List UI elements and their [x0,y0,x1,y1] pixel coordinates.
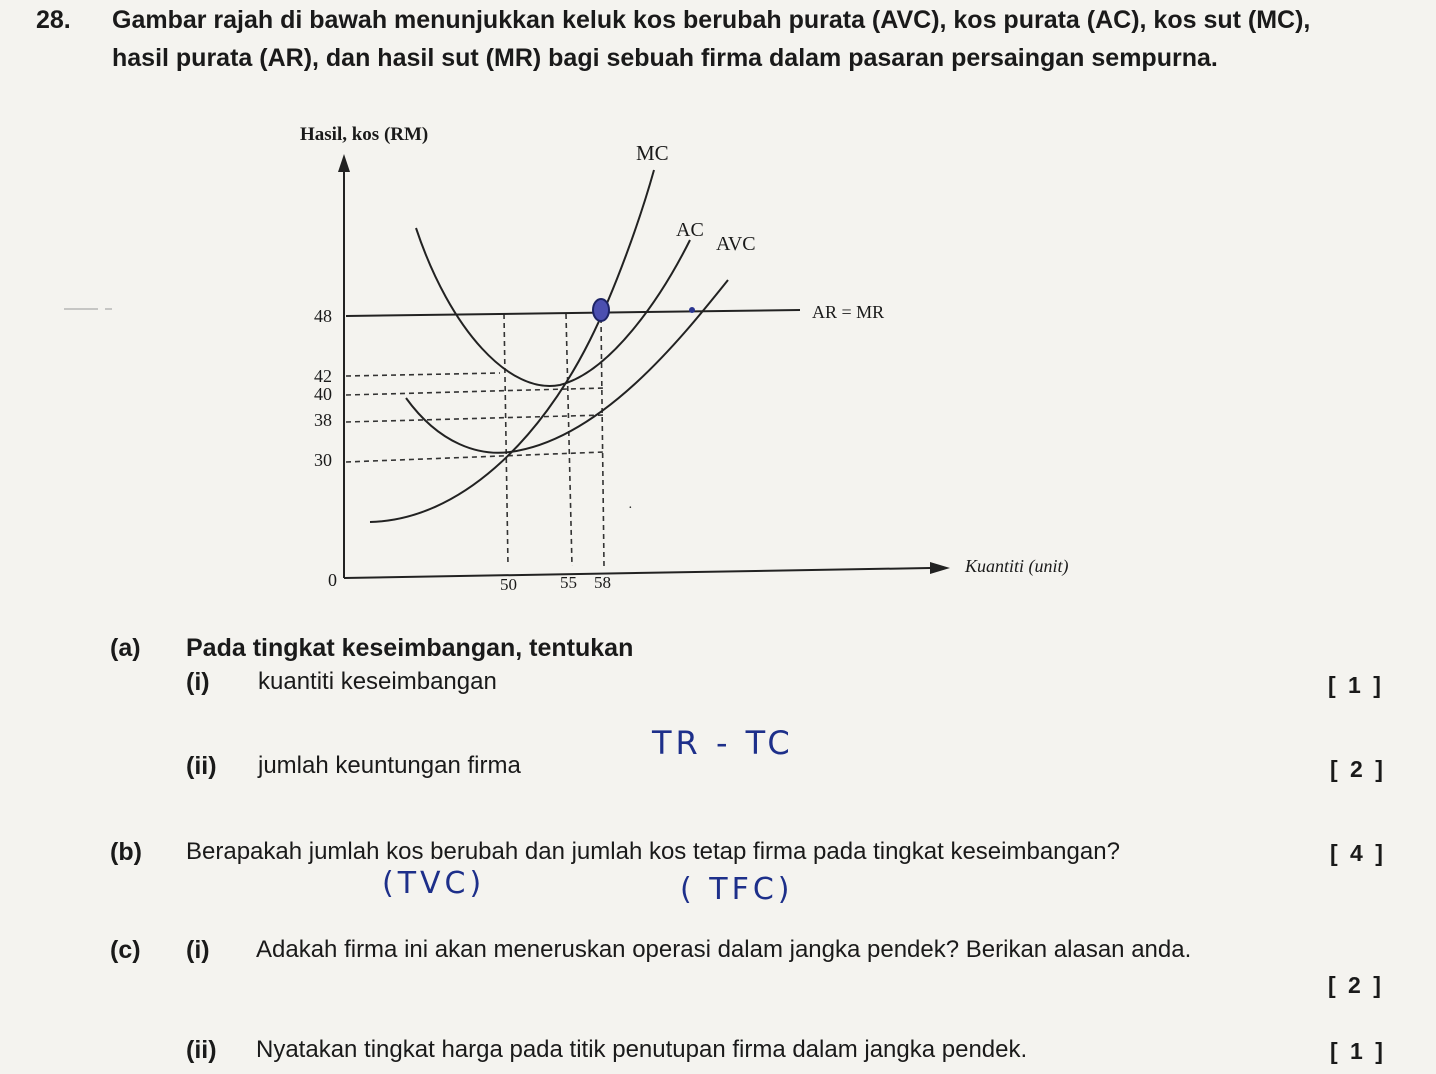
part-c-i-marks: [ 2 ] [1328,972,1384,998]
x-axis-arrow [930,562,950,574]
part-c-i-text: Adakah firma ini akan meneruskan operasi dalam jangka pendek? Berikan alasan anda. [256,936,1192,963]
scan-dot: · [628,501,633,516]
part-b-marks: [ 4 ] [1330,840,1386,866]
y-tick-48: 48 [314,306,332,326]
part-c-ii-text: Nyatakan tingkat harga pada titik penutupan firma dalam jangka pendek. [256,1036,1028,1063]
x-axis [344,568,930,578]
part-c-i-label: (i) [186,936,210,964]
guide-30 [346,452,604,462]
ac-ar-marker [689,307,695,313]
part-a-i-text: kuantiti keseimbangan [258,668,497,695]
y-axis-label: Hasil, kos (RM) [300,124,429,145]
question-line-2: hasil purata (AR), dan hasil sut (MR) bagi sebuah firma dalam pasaran persaingan sempurna. [112,44,1218,72]
ac-label: AC [676,219,704,241]
x-tick-50: 50 [500,575,517,594]
guide-q55 [566,314,572,566]
part-a-ii-text: jumlah keuntungan firma [258,752,521,779]
y-tick-42: 42 [314,366,332,386]
guide-q50 [504,314,508,566]
mc-label: MC [636,141,669,165]
equilibrium-point [593,299,609,321]
ar-mr-line [346,310,800,316]
ac-curve [416,228,690,386]
part-a-ii-label: (ii) [186,752,217,780]
y-axis-arrow [338,154,350,172]
y-tick-30: 30 [314,450,332,470]
ar-mr-label: AR = MR [812,302,885,322]
part-a-label: (a) [110,634,141,662]
part-b-text: Berapakah jumlah kos berubah dan jumlah kos tetap firma pada tingkat keseimbangan? [186,838,1120,865]
part-c-label: (c) [110,936,141,964]
handwriting-tfc: ( TFC) [680,872,794,907]
x-axis-label: Kuantiti (unit) [965,556,1069,576]
avc-label: AVC [716,233,756,255]
mc-curve [370,170,654,522]
x-tick-58: 58 [594,573,611,592]
question-number: 28. [36,6,71,34]
guide-38 [346,415,604,422]
y-tick-38: 38 [314,410,332,430]
part-a-text: Pada tingkat keseimbangan, tentukan [186,634,634,662]
part-a-i-label: (i) [186,668,210,696]
guide-42 [346,373,500,376]
avc-curve [406,280,728,453]
guide-40 [346,388,604,395]
handwriting-tr-tc: TR - TC [652,724,794,762]
part-c-ii-marks: [ 1 ] [1330,1038,1386,1064]
question-line-1: Gambar rajah di bawah menunjukkan keluk kos berubah purata (AVC), kos purata (AC), kos sut (MC), [112,6,1311,34]
origin-label: 0 [328,570,337,590]
y-tick-40: 40 [314,384,332,404]
part-a-i-marks: [ 1 ] [1328,672,1384,698]
part-c-ii-label: (ii) [186,1036,217,1064]
part-b-label: (b) [110,838,142,866]
x-tick-55: 55 [560,573,577,592]
guide-q58 [601,318,604,566]
handwriting-tvc: (TVC) [382,866,486,901]
part-a-ii-marks: [ 2 ] [1330,756,1386,782]
